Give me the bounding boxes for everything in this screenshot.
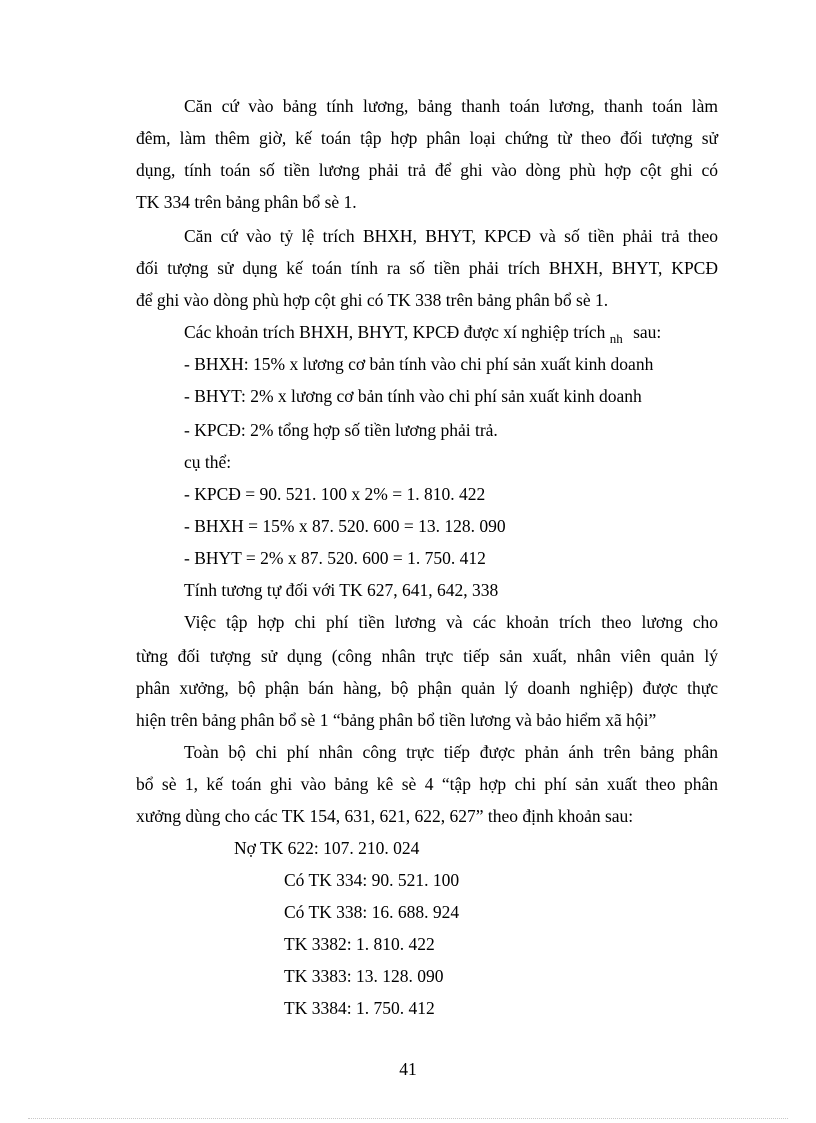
calc-item-kpcd: - KPCĐ = 90. 521. 100 x 2% = 1. 810. 422: [184, 484, 486, 504]
rate-item-kpcd: - KPCĐ: 2% tổng hợp số tiền lương phải trả.: [184, 420, 498, 440]
paragraph-4-line-3: phân xưởng, bộ phận bán hàng, bộ phận quản lý doanh nghiệp) được thực: [136, 678, 718, 698]
similar-calc-note: Tính tương tự đối với TK 627, 641, 642, 338: [184, 580, 499, 600]
paragraph-5-line-2: bổ sè 1, kế toán ghi vào bảng kê sè 4 “tập hợp chi phí sản xuất theo phân: [136, 774, 718, 794]
paragraph-5-line-3: xưởng dùng cho các TK 154, 631, 621, 622, 627” theo định khoản sau:: [136, 806, 634, 826]
paragraph-1-line-1: Căn cứ vào bảng tính lương, bảng thanh toán lương, thanh toán làm: [184, 96, 718, 116]
paragraph-1-line-2: đêm, làm thêm giờ, kế toán tập hợp phân loại chứng từ theo đối tượng sử: [136, 128, 718, 148]
paragraph-3-end: sau:: [633, 322, 662, 342]
paragraph-2-line-3: để ghi vào dòng phù hợp cột ghi có TK 338 trên bảng phân bổ sè 1.: [136, 290, 609, 310]
journal-credit-334: Có TK 334: 90. 521. 100: [284, 870, 460, 890]
journal-sub-3382: TK 3382: 1. 810. 422: [284, 934, 435, 954]
bottom-border: [28, 1118, 788, 1119]
paragraph-5-line-1: Toàn bộ chi phí nhân công trực tiếp được phản ánh trên bảng phân: [184, 742, 718, 762]
calc-item-bhyt: - BHYT = 2% x 87. 520. 600 = 1. 750. 412: [184, 548, 486, 568]
paragraph-4-line-1: Việc tập hợp chi phí tiền lương và các khoản trích theo lương cho: [184, 612, 718, 632]
paragraph-3: [184, 321, 661, 350]
journal-debit: Nợ TK 622: 107. 210. 024: [234, 838, 420, 858]
cu-the-label: cụ thể:: [184, 452, 232, 472]
page-number: 41: [399, 1059, 417, 1079]
paragraph-1-line-4: TK 334 trên bảng phân bổ sè 1.: [136, 192, 357, 212]
journal-sub-3384: TK 3384: 1. 750. 412: [284, 998, 435, 1018]
paragraph-2-line-1: Căn cứ vào tỷ lệ trích BHXH, BHYT, KPCĐ và số tiền phải trả theo: [184, 226, 718, 246]
calc-item-bhxh: - BHXH = 15% x 87. 520. 600 = 13. 128. 090: [184, 516, 506, 536]
journal-sub-3383: TK 3383: 13. 128. 090: [284, 966, 444, 986]
paragraph-3-subscript: nh: [609, 331, 623, 346]
rate-item-bhxh: - BHXH: 15% x lương cơ bản tính vào chi phí sản xuất kinh doanh: [184, 354, 654, 374]
paragraph-2-line-2: đối tượng sử dụng kế toán tính ra số tiền phải trích BHXH, BHYT, KPCĐ: [136, 258, 718, 278]
paragraph-4-line-2: từng đối tượng sử dụng (công nhân trực tiếp sản xuất, nhân viên quản lý: [136, 646, 718, 666]
rate-item-bhyt: - BHYT: 2% x lương cơ bản tính vào chi phí sản xuất kinh doanh: [184, 386, 642, 406]
paragraph-4-line-4: hiện trên bảng phân bổ sè 1 “bảng phân bổ tiền lương và bảo hiểm xã hội”: [136, 710, 657, 730]
paragraph-1-line-3: dụng, tính toán số tiền lương phải trả để ghi vào dòng phù hợp cột ghi có: [136, 160, 718, 180]
journal-credit-338: Có TK 338: 16. 688. 924: [284, 902, 460, 922]
paragraph-3-text: Các khoản trích BHXH, BHYT, KPCĐ được xí nghiệp trích: [184, 322, 606, 342]
